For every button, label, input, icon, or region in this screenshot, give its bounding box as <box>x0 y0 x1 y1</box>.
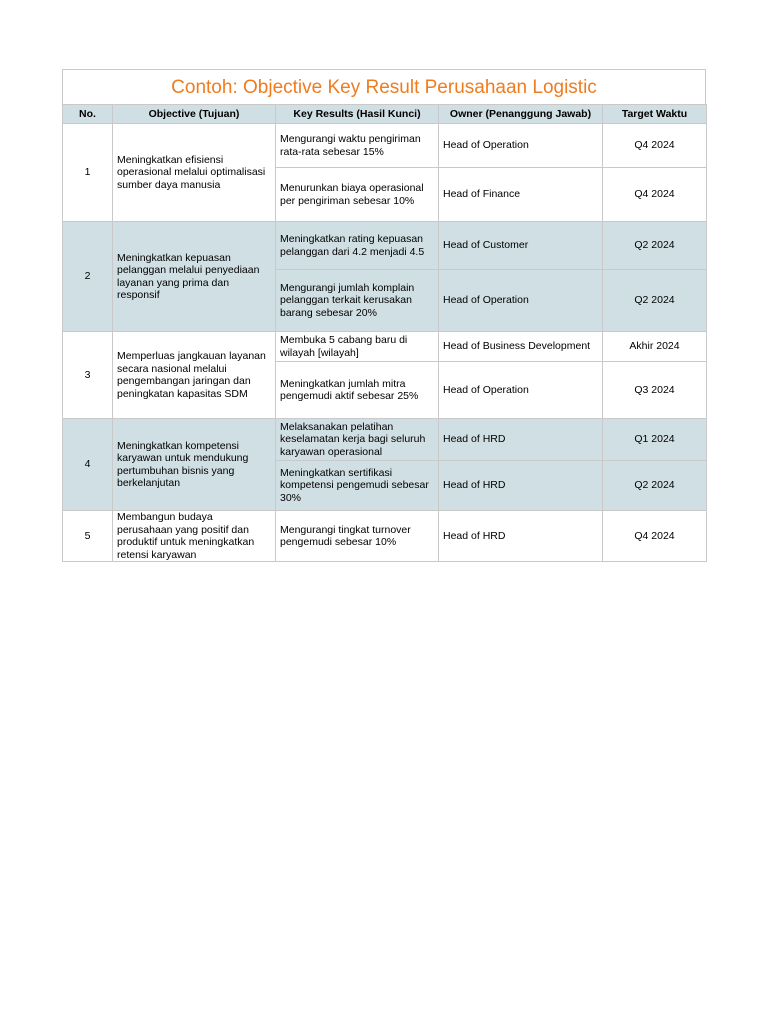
key-result-text: Mengurangi jumlah komplain pelanggan terkait kerusakan barang sebesar 20% <box>276 270 439 332</box>
objective-text: Meningkatkan efisiensi operasional melalui optimalisasi sumber daya manusia <box>113 124 276 222</box>
okr-table <box>62 104 707 562</box>
table-row <box>63 124 707 168</box>
target-time: Q4 2024 <box>603 168 707 222</box>
owner-text: Head of Operation <box>439 362 603 419</box>
target-time: Q2 2024 <box>603 461 707 511</box>
sheet-title: Contoh: Objective Key Result Perusahaan Logistic <box>62 69 706 104</box>
key-result-text: Meningkatkan jumlah mitra pengemudi aktif sebesar 25% <box>276 362 439 419</box>
table-row <box>63 332 707 362</box>
objective-text: Memperluas jangkauan layanan secara nasional melalui pengembangan jaringan dan peningkatan kapasitas SDM <box>113 332 276 419</box>
key-result-text: Melaksanakan pelatihan keselamatan kerja bagi seluruh karyawan operasional <box>276 419 439 461</box>
target-time: Akhir 2024 <box>603 332 707 362</box>
objective-number: 5 <box>63 511 113 562</box>
header-objective: Objective (Tujuan) <box>113 105 276 124</box>
owner-text: Head of Operation <box>439 270 603 332</box>
header-row <box>63 105 707 124</box>
target-time: Q3 2024 <box>603 362 707 419</box>
objective-text: Meningkatkan kompetensi karyawan untuk mendukung pertumbuhan bisnis yang berkelanjutan <box>113 419 276 511</box>
owner-text: Head of Operation <box>439 124 603 168</box>
target-time: Q2 2024 <box>603 270 707 332</box>
owner-text: Head of Customer <box>439 222 603 270</box>
owner-text: Head of Finance <box>439 168 603 222</box>
key-result-text: Mengurangi waktu pengiriman rata-rata sebesar 15% <box>276 124 439 168</box>
owner-text: Head of HRD <box>439 461 603 511</box>
target-time: Q4 2024 <box>603 124 707 168</box>
table-row <box>63 222 707 270</box>
table-row <box>63 511 707 562</box>
key-result-text: Menurunkan biaya operasional per pengiriman sebesar 10% <box>276 168 439 222</box>
header-no: No. <box>63 105 113 124</box>
key-result-text: Meningkatkan sertifikasi kompetensi pengemudi sebesar 30% <box>276 461 439 511</box>
table-row <box>63 419 707 461</box>
header-owner: Owner (Penanggung Jawab) <box>439 105 603 124</box>
okr-sheet <box>62 69 706 562</box>
objective-text: Meningkatkan kepuasan pelanggan melalui penyediaan layanan yang prima dan responsif <box>113 222 276 332</box>
objective-number: 4 <box>63 419 113 511</box>
target-time: Q2 2024 <box>603 222 707 270</box>
target-time: Q1 2024 <box>603 419 707 461</box>
header-target: Target Waktu <box>603 105 707 124</box>
objective-text: Membangun budaya perusahaan yang positif dan produktif untuk meningkatkan retensi karyawan <box>113 511 276 562</box>
owner-text: Head of HRD <box>439 419 603 461</box>
objective-number: 1 <box>63 124 113 222</box>
key-result-text: Meningkatkan rating kepuasan pelanggan dari 4.2 menjadi 4.5 <box>276 222 439 270</box>
key-result-text: Mengurangi tingkat turnover pengemudi sebesar 10% <box>276 511 439 562</box>
key-result-text: Membuka 5 cabang baru di wilayah [wilayah] <box>276 332 439 362</box>
target-time: Q4 2024 <box>603 511 707 562</box>
header-key-results: Key Results (Hasil Kunci) <box>276 105 439 124</box>
objective-number: 2 <box>63 222 113 332</box>
owner-text: Head of HRD <box>439 511 603 562</box>
objective-number: 3 <box>63 332 113 419</box>
owner-text: Head of Business Development <box>439 332 603 362</box>
